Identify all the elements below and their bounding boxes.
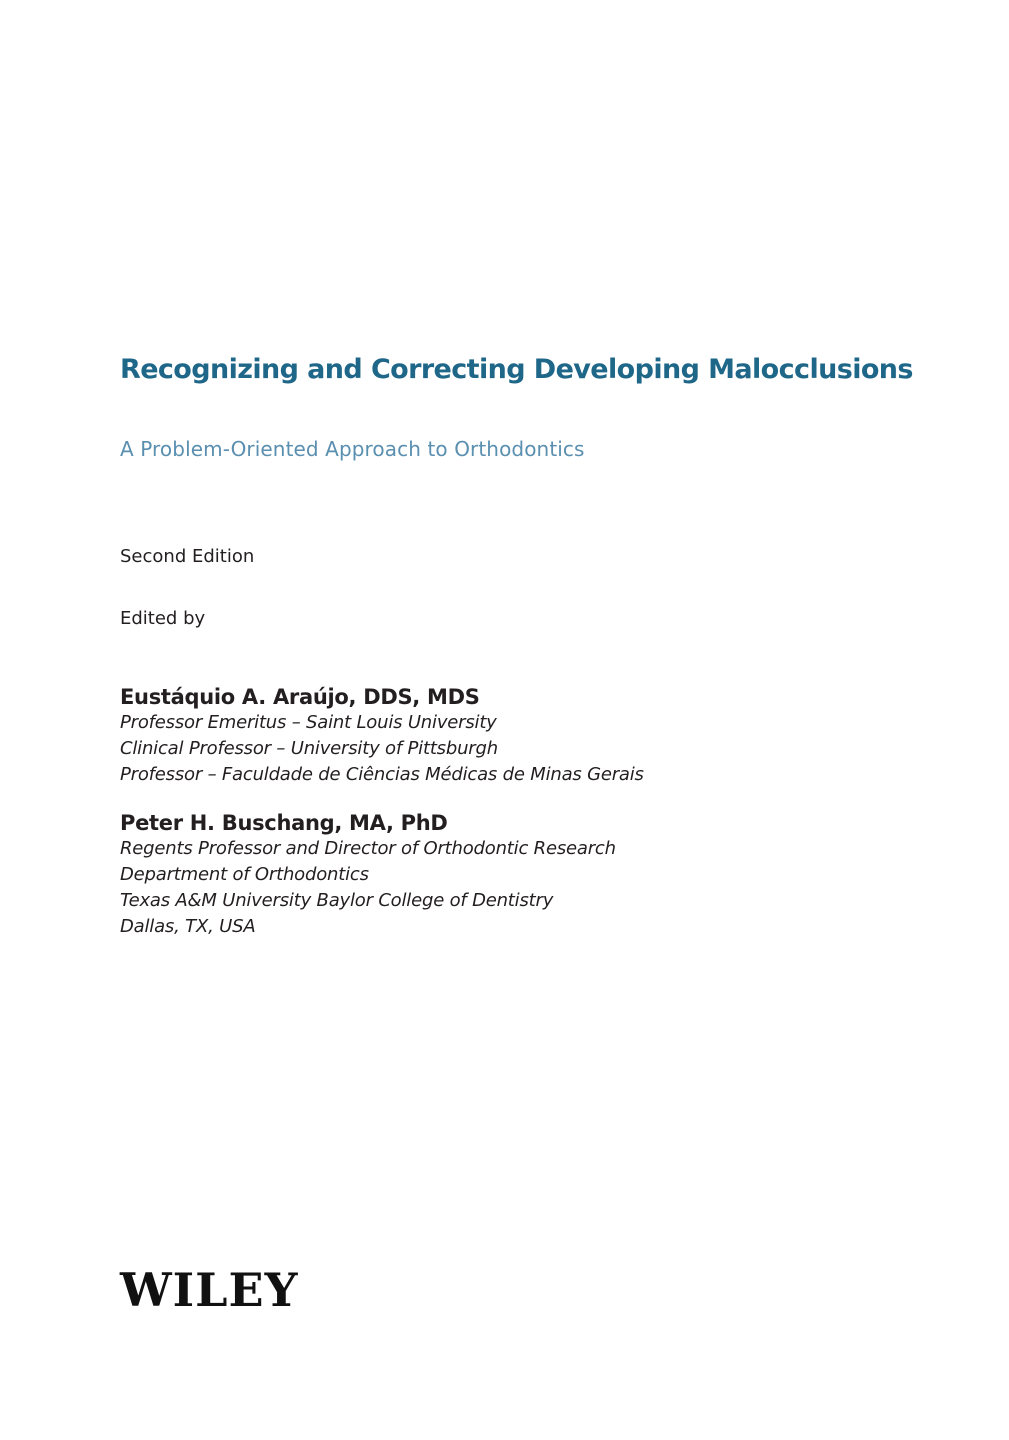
book-title: Recognizing and Correcting Developing Malocclusions [120, 354, 913, 385]
book-subtitle: A Problem-Oriented Approach to Orthodontics [120, 437, 585, 461]
edited-by-label: Edited by [120, 608, 206, 629]
publisher-logo: WILEY [120, 1263, 299, 1317]
editor-affiliation: Department of Orthodontics [120, 864, 369, 885]
editor-name: Peter H. Buschang, MA, PhD [120, 811, 448, 835]
editor-affiliation: Clinical Professor – University of Pittsburgh [120, 738, 498, 759]
editor-affiliation: Regents Professor and Director of Orthodontic Research [120, 838, 616, 859]
editor-affiliation: Dallas, TX, USA [120, 916, 256, 937]
edition-label: Second Edition [120, 546, 255, 567]
editor-affiliation: Professor – Faculdade de Ciências Médicas de Minas Gerais [120, 764, 644, 785]
editor-block [120, 684, 644, 788]
editor-block [120, 810, 616, 940]
editor-affiliation: Texas A&M University Baylor College of Dentistry [120, 890, 554, 911]
editor-affiliation: Professor Emeritus – Saint Louis University [120, 712, 497, 733]
editor-name: Eustáquio A. Araújo, DDS, MDS [120, 685, 480, 709]
